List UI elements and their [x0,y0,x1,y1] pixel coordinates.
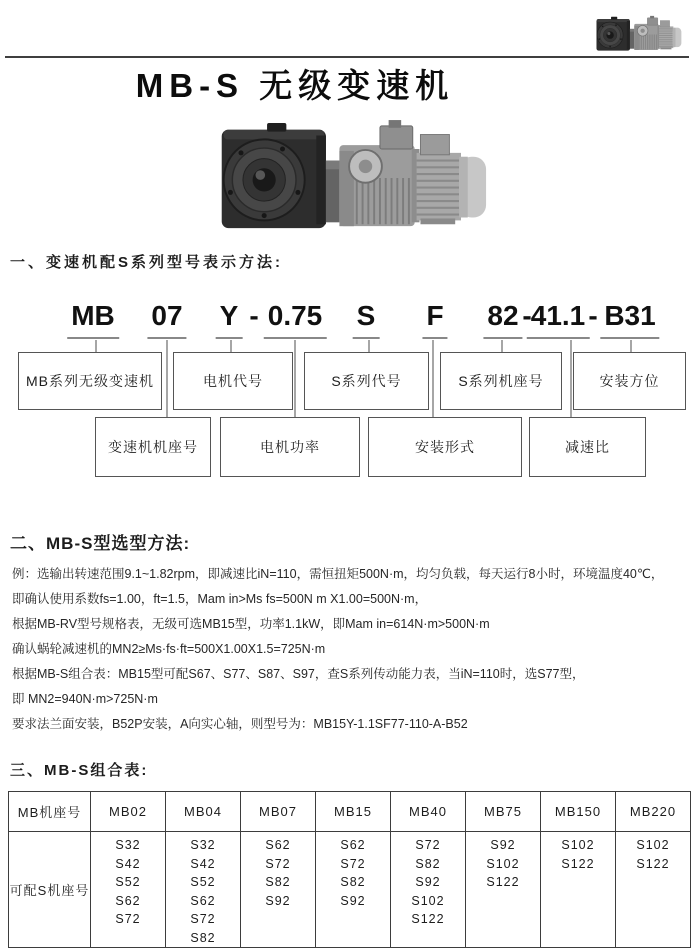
table-body-row [9,832,691,948]
combination-table [8,791,691,948]
table-header-row [9,792,691,832]
code-token-frame: 07 [147,300,186,339]
col-header: MB02 [91,792,166,832]
code-token-mounting: F [422,300,447,339]
cell-mb02: S32 S42 S52 S62 S72 [91,832,166,948]
selection-line: 要求法兰面安装，B52P安装，A向实心轴，则型号为：MB15Y-1.1SF77-110-A-B52 [12,717,468,731]
col-header: MB机座号 [9,792,91,832]
cell-mb04: S32 S42 S52 S62 S72 S82 [166,832,241,948]
product-photo [214,113,488,240]
label-box-frame: 变速机机座号 [95,417,211,477]
label-box-s-frame: S系列机座号 [440,352,562,410]
model-code-diagram [0,300,693,482]
col-header: MB07 [241,792,316,832]
code-token-position: B31 [600,300,659,339]
cell-mb07: S62 S72 S82 S92 [241,832,316,948]
selection-line: 例：选输出转速范围9.1~1.82rpm，即减速比iN=110，需恒扭矩500N·m，均匀负载，每天运行8小时，环境温度40℃， [12,567,664,581]
code-token-power: 0.75 [264,300,327,339]
label-box-ratio: 减速比 [529,417,646,477]
col-header: MB220 [616,792,691,832]
col-header: MB40 [391,792,466,832]
cell-mb150: S102 S122 [541,832,616,948]
code-token-s-series: S [353,300,380,339]
selection-line: 根据MB-RV型号规格表，无级可选MB15型，功率1.1kW，即Mam in=614N·m>500N·m [12,617,490,631]
section-2-heading: 二、MB-S型选型方法: [10,534,191,553]
page-title: MB-S 无级变速机 [135,67,455,104]
selection-line: 根据MB-S组合表：MB15型可配S67、S77、S87、S97，查S系列传动能力表，当iN=110时，选S77型， [12,667,585,681]
code-token-ratio: 41.1 [527,300,590,339]
cell-mb40: S72 S82 S92 S102 S122 [391,832,466,948]
col-header: MB15 [316,792,391,832]
selection-line: 确认蜗轮减速机的MN2≥Ms·fs·ft=500X1.00X1.5=725N·m [12,642,326,656]
selection-method-text [12,562,690,737]
selection-line: 即确认使用系数fs=1.00，ft=1.5，Mam in>Ms fs=500N m X1.00=500N·m， [12,592,428,606]
selection-line: 即 MN2=940N·m>725N·m [12,692,158,706]
label-box-motor-code: 电机代号 [173,352,293,410]
section-3-heading: 三、MB-S组合表: [10,762,149,779]
cell-mb15: S62 S72 S82 S92 [316,832,391,948]
code-token-s-frame: 82 [483,300,522,339]
col-header: MB150 [541,792,616,832]
label-box-mount-type: 安装形式 [368,417,522,477]
label-box-position: 安装方位 [573,352,686,410]
code-hyphen: - [588,300,598,331]
code-token-series: MB [67,300,119,339]
cell-mb220: S102 S122 [616,832,691,948]
label-box-mb-series: MB系列无级变速机 [18,352,162,410]
code-hyphen: - [522,300,532,331]
header-divider [5,56,689,58]
code-token-motor: Y [216,300,243,339]
cell-mb75: S92 S102 S122 [466,832,541,948]
col-header: MB04 [166,792,241,832]
section-1-heading: 一、变速机配S系列型号表示方法: [10,254,284,271]
product-photo-small [594,13,682,55]
col-header: MB75 [466,792,541,832]
row-label: 可配S机座号 [9,832,91,948]
code-hyphen: - [249,300,259,331]
label-box-s-code: S系列代号 [304,352,429,410]
label-box-power: 电机功率 [220,417,360,477]
